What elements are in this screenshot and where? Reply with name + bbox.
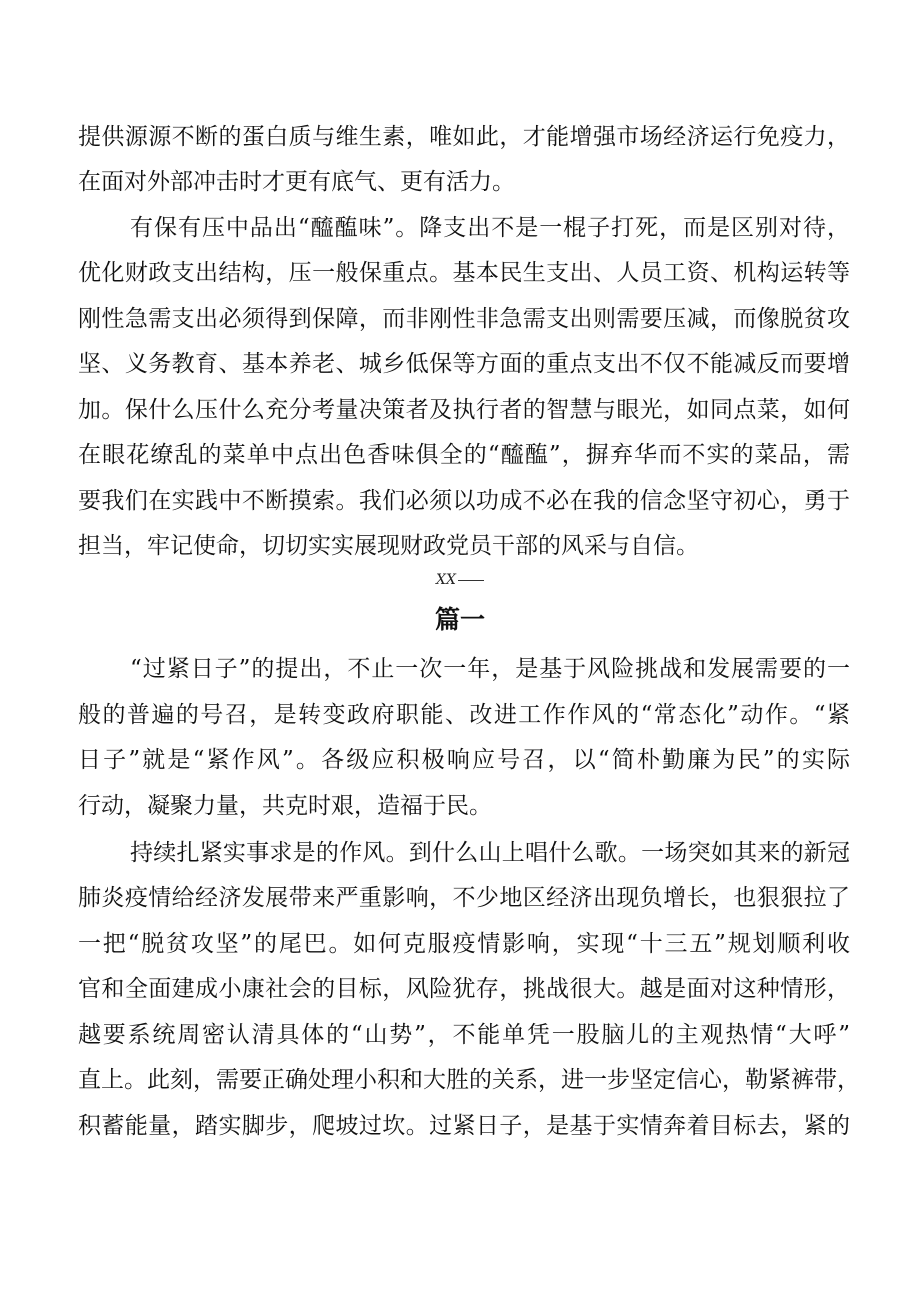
- paragraph-line: 积蓄能量，踏实脚步，爬坡过坎。过紧日子，是基于实情奔着目标去，紧的: [78, 1113, 850, 1139]
- attribution-rule: [458, 580, 484, 581]
- paragraph-line: 刚性急需支出必须得到保障，而非刚性非急需支出则需要压减，而像脱贫攻: [78, 306, 850, 332]
- paragraph-line: 直上。此刻，需要正确处理小积和大胜的关系，进一步坚定信心，勒紧裤带，: [78, 1067, 860, 1093]
- section-title: 篇一: [434, 605, 485, 634]
- paragraph-line: 官和全面建成小康社会的目标，风险犹存，挑战很大。越是面对这种情形，: [78, 976, 850, 1002]
- paragraph-line: 担当，牢记使命，切切实实展现财政党员干部的风采与自信。: [78, 533, 699, 559]
- paragraph-line: 加。保什么压什么充分考量决策者及执行者的智慧与眼光，如同点菜，如何: [78, 397, 850, 423]
- paragraph-line: 行动，凝聚力量，共克时艰，造福于民。: [78, 793, 492, 819]
- paragraph-line: 有保有压中品出“醯醢味”。降支出不是一棍子打死，而是区别对待，: [130, 215, 850, 241]
- paragraph-line: 持续扎紧实事求是的作风。到什么山上唱什么歌。一场突如其来的新冠: [130, 840, 850, 866]
- paragraph-line: 优化财政支出结构，压一般保重点。基本民生支出、人员工资、机构运转等: [78, 260, 850, 286]
- paragraph-line: “过紧日子”的提出，不止一次一年，是基于风险挑战和发展需要的一: [130, 656, 850, 682]
- paragraph-line: 一把“脱贫攻坚”的尾巴。如何克服疫情影响，实现“十三五”规划顺利收: [78, 931, 850, 957]
- paragraph-line: 在面对外部冲击时才更有底气、更有活力。: [78, 169, 515, 195]
- paragraph-line: 要我们在实践中不断摸索。我们必须以功成不必在我的信念坚守初心，勇于: [78, 488, 850, 514]
- attribution-text: XX: [436, 572, 456, 588]
- paragraph-line: 在眼花缭乱的菜单中点出色香味俱全的“醯醢”，摒弃华而不实的菜品，需: [78, 442, 850, 468]
- paragraph-line: 日子”就是“紧作风”。各级应积极响应号召，以“简朴勤廉为民”的实际: [78, 747, 850, 773]
- paragraph-line: 般的普遍的号召，是转变政府职能、改进工作作风的“常态化”动作。“紧: [78, 702, 850, 728]
- paragraph-line: 越要系统周密认清具体的“山势”，不能单凭一股脑儿的主观热情“大呼”: [78, 1022, 850, 1048]
- paragraph-line: 坚、义务教育、基本养老、城乡低保等方面的重点支出不仅不能减反而要增: [78, 351, 850, 377]
- paragraph-line: 肺炎疫情给经济发展带来严重影响，不少地区经济出现负增长，也狠狠拉了: [78, 885, 850, 911]
- attribution: [0, 570, 920, 590]
- paragraph-line: 提供源源不断的蛋白质与维生素，唯如此，才能增强市场经济运行免疫力，: [78, 124, 850, 150]
